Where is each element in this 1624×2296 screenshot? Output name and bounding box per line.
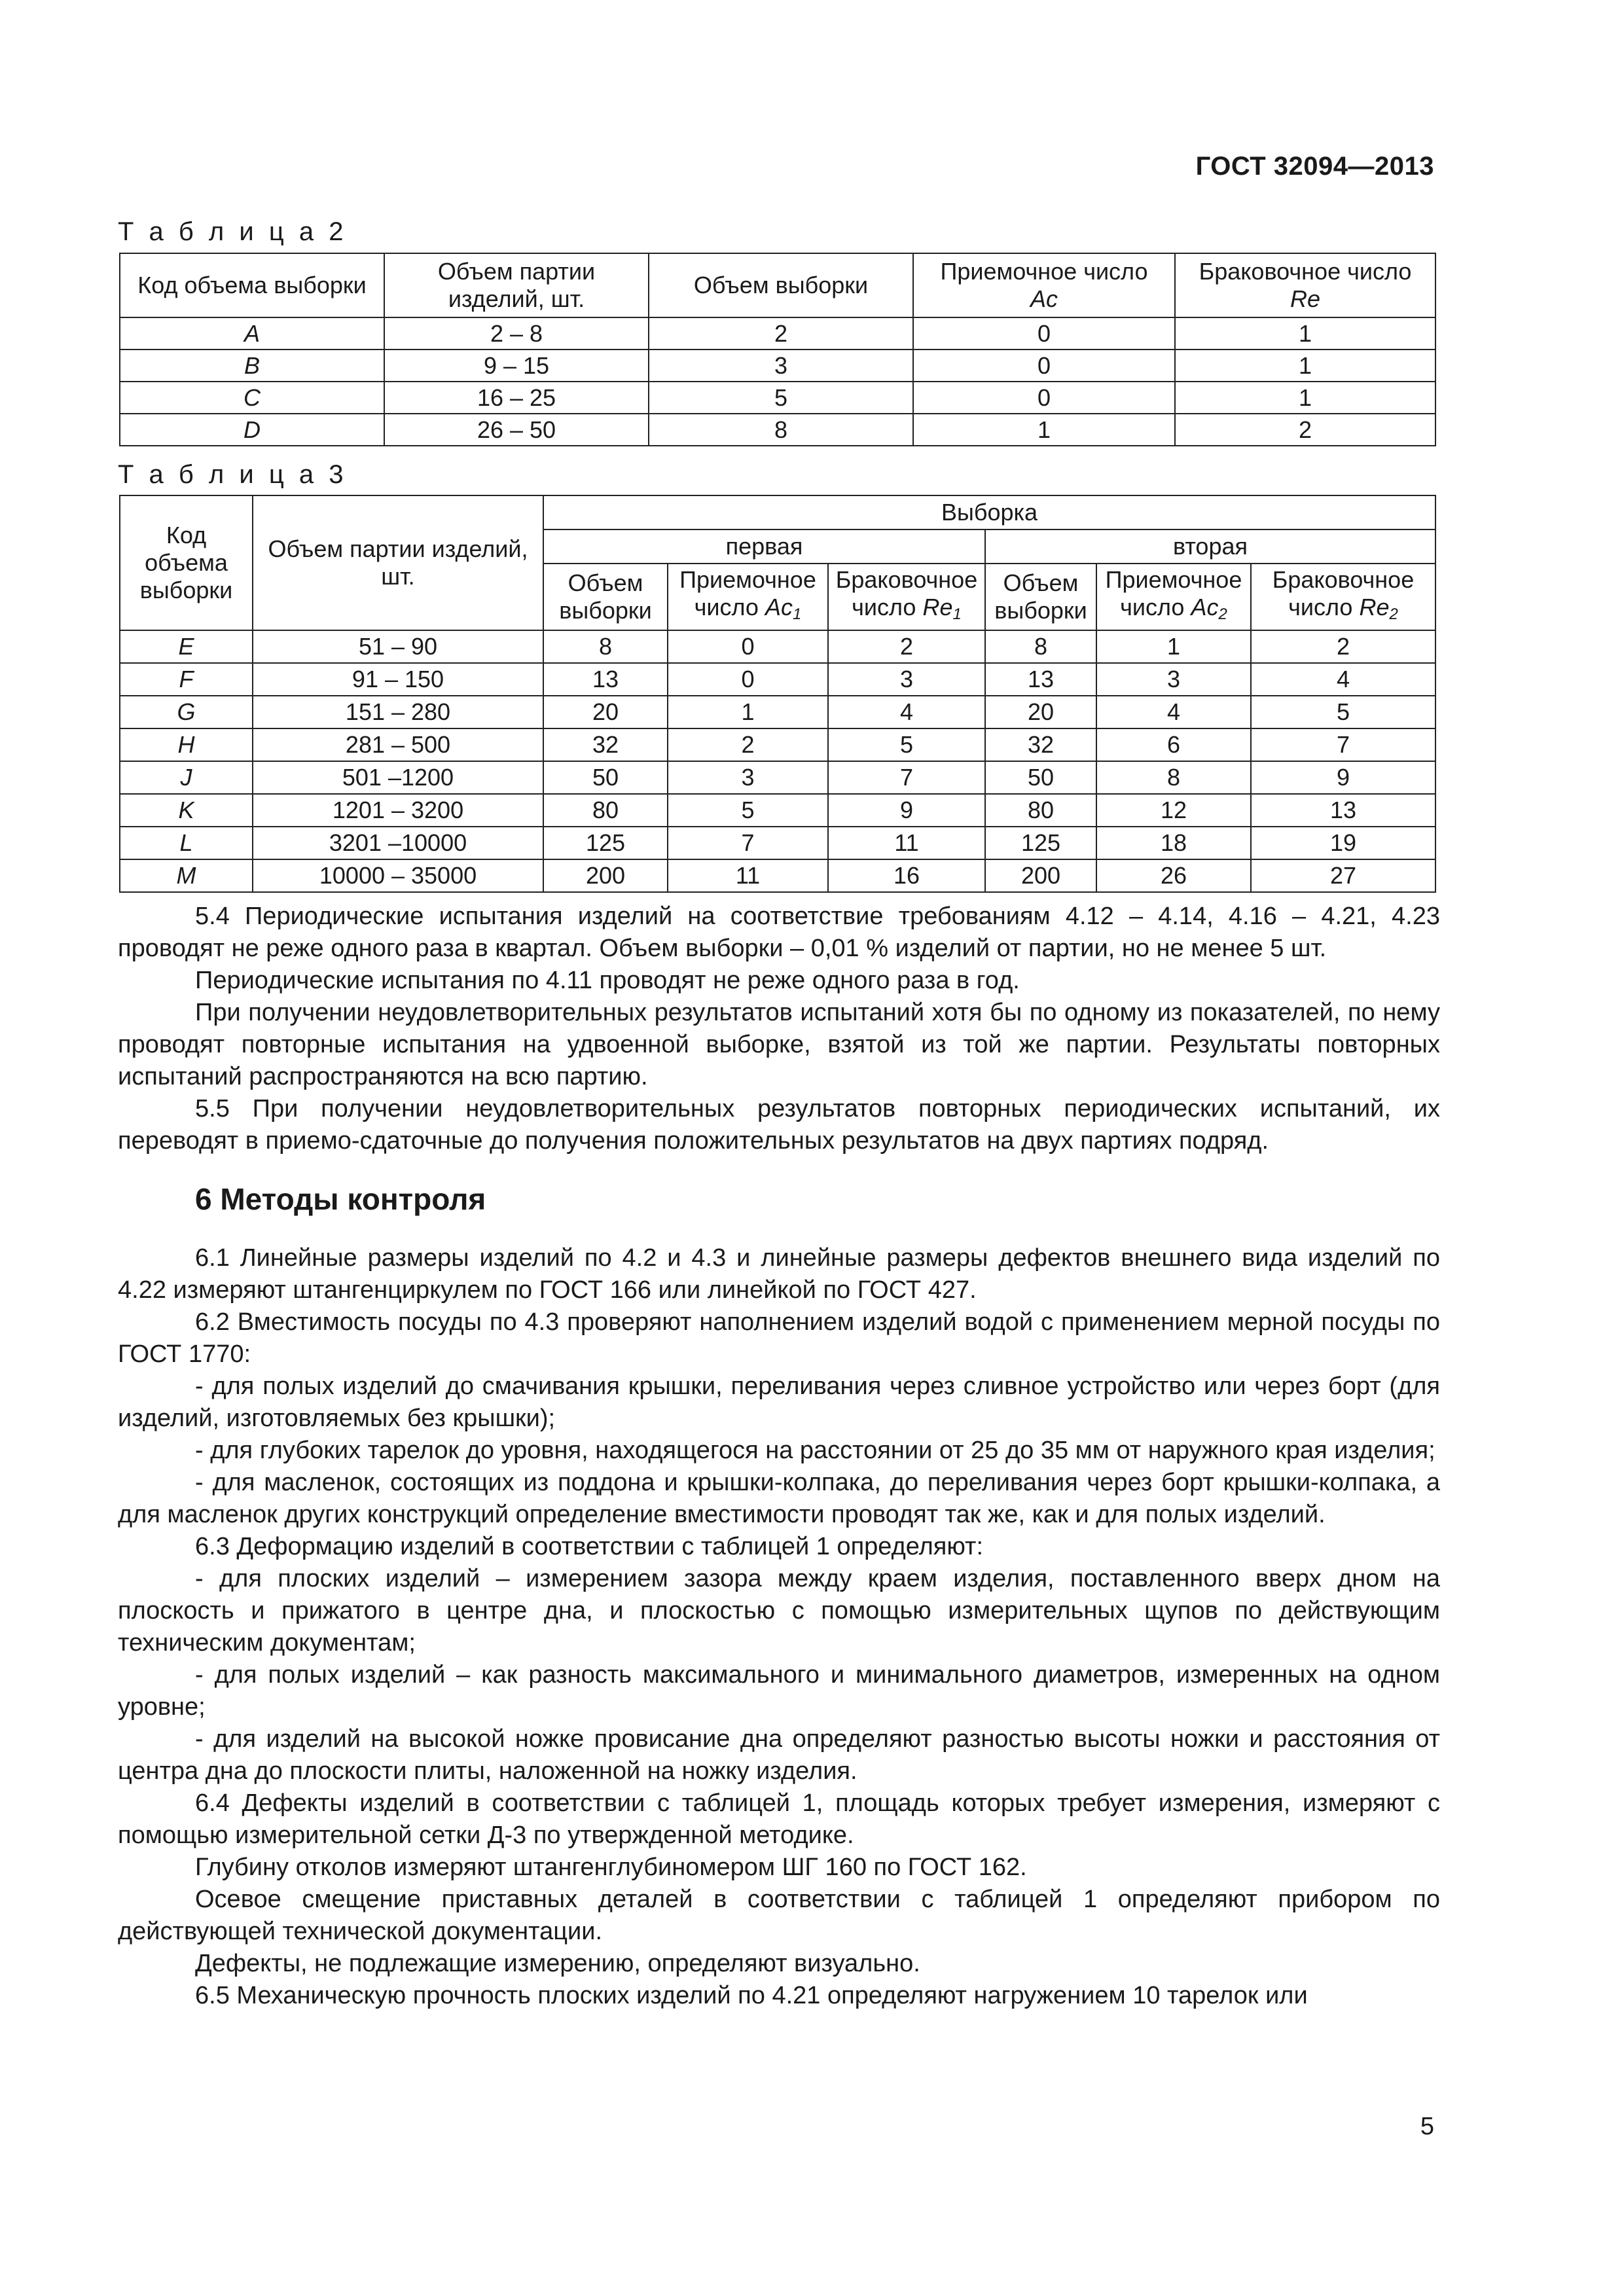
paragraph-6-3-a: - для плоских изделий – измерением зазора между краем изделия, поставленного вверх дном на плоскость и прижатого в центре дна, и плоскостью с помощью измерительных щупов по действующим техническим документам; <box>118 1565 1440 1657</box>
table-row <box>120 728 1435 761</box>
paragraph-5-4: 5.4 Периодические испытания изделий на соответствие требованиям 4.12 – 4.14, 4.16 – 4.21, 4.23 проводят не реже одного раза в квартал. Объем выборки – 0,01 % изделий от партии, но не менее 5 шт. <box>118 903 1440 962</box>
table-row <box>120 794 1435 827</box>
paragraph-6-4: 6.4 Дефекты изделий в соответствии с таблицей 1, площадь которых требует измерения, измеряют с помощью измерительной сетки Д-3 по утвержденной методике. <box>118 1789 1440 1849</box>
table-cell: 7 <box>668 827 828 859</box>
table-cell: 1 <box>1175 350 1435 382</box>
table-cell: G <box>120 696 253 728</box>
body-text <box>118 901 1440 2012</box>
table-cell: 125 <box>543 827 668 859</box>
table-row <box>120 859 1435 892</box>
paragraph-6-3-b: - для полых изделий – как разность максимального и минимального диаметров, измеренных на одном уровне; <box>118 1661 1440 1721</box>
table-cell: 13 <box>985 663 1096 696</box>
table-cell: 8 <box>649 414 913 446</box>
table-cell: 2 <box>828 630 985 663</box>
section-heading-6: 6 Методы контроля <box>195 1182 486 1216</box>
table-cell: 125 <box>985 827 1096 859</box>
table-cell: 2 <box>1251 630 1435 663</box>
paragraph-6-3: 6.3 Деформацию изделий в соответствии с таблицей 1 определяют: <box>195 1533 983 1560</box>
table-cell: 26 – 50 <box>384 414 649 446</box>
table-cell: 8 <box>543 630 668 663</box>
table-cell: 5 <box>649 382 913 414</box>
table-cell: 5 <box>828 728 985 761</box>
table-cell: 3 <box>649 350 913 382</box>
table-cell: 20 <box>543 696 668 728</box>
table-cell: 1201 – 3200 <box>253 794 543 827</box>
table-cell: A <box>120 317 384 350</box>
table-cell: B <box>120 350 384 382</box>
table-cell: 9 <box>1251 761 1435 794</box>
table-cell: L <box>120 827 253 859</box>
table2 <box>119 253 1436 446</box>
table-cell: J <box>120 761 253 794</box>
paragraph-6-2-b: - для глубоких тарелок до уровня, находящегося на расстоянии от 25 до 35 мм от наружного края изделия; <box>195 1437 1435 1464</box>
table-cell: 32 <box>985 728 1096 761</box>
table-row <box>120 317 1435 350</box>
table-cell: F <box>120 663 253 696</box>
table-cell: 1 <box>1175 382 1435 414</box>
table-cell: 20 <box>985 696 1096 728</box>
table-cell: 1 <box>913 414 1175 446</box>
document-header: ГОСТ 32094—2013 <box>1195 152 1434 181</box>
table-cell: 7 <box>1251 728 1435 761</box>
table-cell: 3 <box>668 761 828 794</box>
table-cell: 1 <box>1096 630 1251 663</box>
t2-header-acc: Приемочное число Ac <box>913 253 1175 317</box>
table-cell: 13 <box>543 663 668 696</box>
table-cell: 2 <box>668 728 828 761</box>
table-cell: 0 <box>913 382 1175 414</box>
table-cell: 80 <box>985 794 1096 827</box>
t2-header-code: Код объема выборки <box>120 253 384 317</box>
table-cell: 5 <box>668 794 828 827</box>
table-row <box>120 663 1435 696</box>
t3-header-acc2: Приемочное число $Ac_2$ <box>1096 564 1251 630</box>
table-cell: 4 <box>1251 663 1435 696</box>
table-cell: 91 – 150 <box>253 663 543 696</box>
table-cell: 27 <box>1251 859 1435 892</box>
table-cell: 11 <box>668 859 828 892</box>
paragraph-6-4-b: Глубину отколов измеряют штангенглубиномером ШГ 160 по ГОСТ 162. <box>195 1854 1027 1881</box>
table3-caption: Т а б л и ц а 3 <box>118 460 348 489</box>
paragraph-5-4-c: При получении неудовлетворительных результатов испытаний хотя бы по одному из показателей, по нему проводят повторные испытания на удвоенной выборке, взятой из той же партии. Результаты повторных испытаний распространяются на всю партию. <box>118 999 1440 1090</box>
table-cell: D <box>120 414 384 446</box>
table-cell: 2 <box>649 317 913 350</box>
table-cell: 11 <box>828 827 985 859</box>
table-cell: 12 <box>1096 794 1251 827</box>
t3-header-first: первая <box>543 529 985 564</box>
t2-header-lot: Объем партии изделий, шт. <box>384 253 649 317</box>
table3 <box>119 495 1436 893</box>
paragraph-6-1: 6.1 Линейные размеры изделий по 4.2 и 4.3 и линейные размеры дефектов внешнего вида изделий по 4.22 измеряют штангенциркулем по ГОСТ 166 или линейкой по ГОСТ 427. <box>118 1244 1440 1304</box>
table-cell: 13 <box>1251 794 1435 827</box>
table-row <box>120 761 1435 794</box>
table-cell: 501 –1200 <box>253 761 543 794</box>
table-cell: 1 <box>668 696 828 728</box>
table-cell: 0 <box>913 317 1175 350</box>
table-row <box>120 827 1435 859</box>
t3-header-rej1: Браковочное число $Re_1$ <box>828 564 985 630</box>
table-cell: 5 <box>1251 696 1435 728</box>
t2-header-rej: Браковочное число Re <box>1175 253 1435 317</box>
table-cell: K <box>120 794 253 827</box>
page-number: 5 <box>1420 2113 1434 2140</box>
table-cell: 9 – 15 <box>384 350 649 382</box>
table-cell: E <box>120 630 253 663</box>
table-cell: 2 – 8 <box>384 317 649 350</box>
table-cell: 1 <box>1175 317 1435 350</box>
table-cell: 50 <box>985 761 1096 794</box>
table-cell: 10000 – 35000 <box>253 859 543 892</box>
table-cell: 200 <box>543 859 668 892</box>
table-cell: 151 – 280 <box>253 696 543 728</box>
table-cell: 9 <box>828 794 985 827</box>
table-cell: 19 <box>1251 827 1435 859</box>
paragraph-6-2-a: - для полых изделий до смачивания крышки, переливания через сливное устройство или через борт (для изделий, изготовляемых без крышки); <box>118 1372 1440 1432</box>
paragraph-5-4-b: Периодические испытания по 4.11 проводят не реже одного раза в год. <box>195 967 1020 994</box>
paragraph-6-2-c: - для масленок, состоящих из поддона и крышки-колпака, до переливания через борт крышки-колпака, а для масленок других конструкций определение вместимости проводят так же, как и для полых изделий. <box>118 1469 1440 1528</box>
paragraph-6-2: 6.2 Вместимость посуды по 4.3 проверяют наполнением изделий водой с применением мерной посуды по ГОСТ 1770: <box>118 1308 1440 1368</box>
table-row <box>120 350 1435 382</box>
table-cell: 3 <box>1096 663 1251 696</box>
table-cell: 8 <box>1096 761 1251 794</box>
t3-header-vol2: Объем выборки <box>985 564 1096 630</box>
table-cell: 80 <box>543 794 668 827</box>
table-cell: 281 – 500 <box>253 728 543 761</box>
table-cell: 7 <box>828 761 985 794</box>
table-cell: 0 <box>668 630 828 663</box>
table-cell: 4 <box>828 696 985 728</box>
table-cell: 3201 –10000 <box>253 827 543 859</box>
table-cell: C <box>120 382 384 414</box>
t3-header-acc1: Приемочное число $Ac_1$ <box>668 564 828 630</box>
table-cell: 50 <box>543 761 668 794</box>
table-cell: 16 <box>828 859 985 892</box>
table-cell: 200 <box>985 859 1096 892</box>
table-cell: 26 <box>1096 859 1251 892</box>
table-cell: 0 <box>913 350 1175 382</box>
table-cell: 3 <box>828 663 985 696</box>
t3-header-sample: Выборка <box>543 495 1435 529</box>
table-cell: 18 <box>1096 827 1251 859</box>
t3-header-second: вторая <box>985 529 1435 564</box>
table-cell: 6 <box>1096 728 1251 761</box>
table-row <box>120 696 1435 728</box>
table-row <box>120 630 1435 663</box>
table-cell: 4 <box>1096 696 1251 728</box>
table-cell: H <box>120 728 253 761</box>
table-cell: 51 – 90 <box>253 630 543 663</box>
table-cell: M <box>120 859 253 892</box>
table-cell: 8 <box>985 630 1096 663</box>
t3-header-code: Код объема выборки <box>120 495 253 630</box>
paragraph-5-5: 5.5 При получении неудовлетворительных результатов повторных периодических испытаний, их переводят в приемо-сдаточные до получения положительных результатов на двух партиях подряд. <box>118 1095 1440 1155</box>
t2-header-sample: Объем выборки <box>649 253 913 317</box>
table-cell: 16 – 25 <box>384 382 649 414</box>
table-cell: 2 <box>1175 414 1435 446</box>
table-row <box>120 382 1435 414</box>
paragraph-6-5: 6.5 Механическую прочность плоских изделий по 4.21 определяют нагружением 10 тарелок или <box>195 1982 1308 2009</box>
table-row <box>120 414 1435 446</box>
paragraph-6-4-c: Осевое смещение приставных деталей в соответствии с таблицей 1 определяют прибором по действующей технической документации. <box>118 1886 1440 1945</box>
t3-header-rej2: Браковочное число $Re_2$ <box>1251 564 1435 630</box>
t3-header-lot: Объем партии изделий, шт. <box>253 495 543 630</box>
table2-caption: Т а б л и ц а 2 <box>118 217 348 246</box>
paragraph-6-4-d: Дефекты, не подлежащие измерению, определяют визуально. <box>195 1950 920 1977</box>
table-cell: 32 <box>543 728 668 761</box>
t3-header-vol1: Объем выборки <box>543 564 668 630</box>
paragraph-6-3-c: - для изделий на высокой ножке провисание дна определяют разностью высоты ножки и расстояния от центра дна до плоскости плиты, наложенной на ножку изделия. <box>118 1725 1440 1785</box>
table-cell: 0 <box>668 663 828 696</box>
